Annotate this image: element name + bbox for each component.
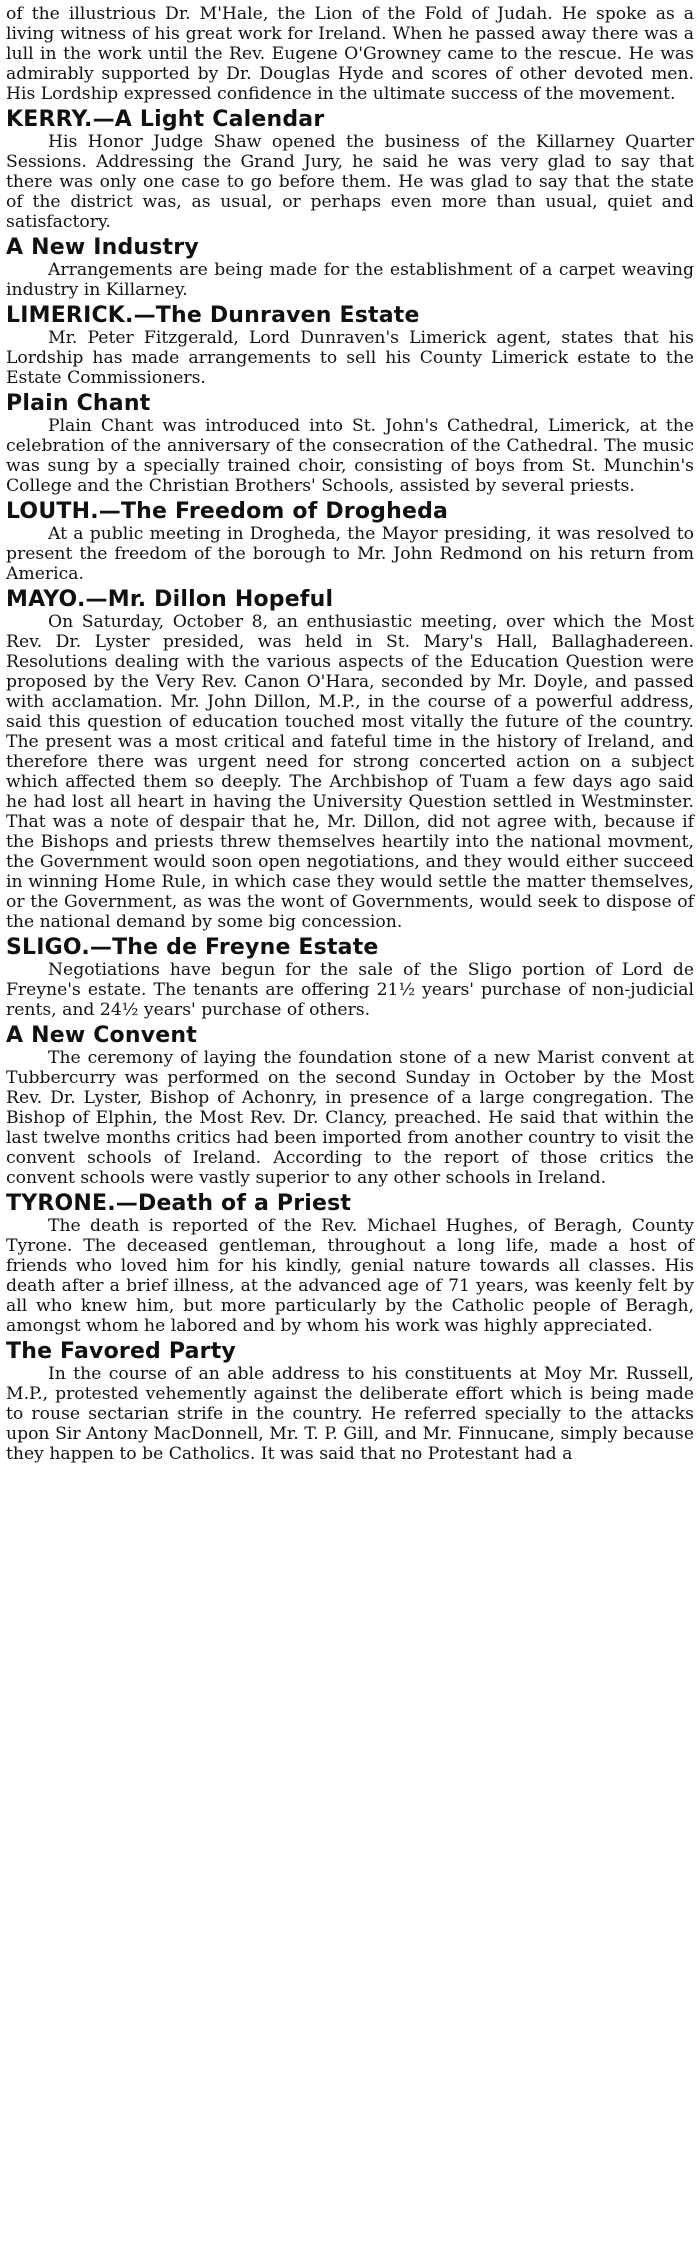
section-heading: A New Convent	[6, 1023, 197, 1048]
section-new-convent	[6, 1023, 694, 1188]
section-body: The death is reported of the Rev. Michael Hughes, of Beragh, County Tyrone. The deceased gentleman, throughout a long life, made a host of friends who loved him for his kindly, genial nature towards all classes. His death after a brief illness, at the advanced age of 71 years, was keenly felt by all who knew him, but more particularly by the Catholic people of Beragh, amongst whom he labored and by whom his work was highly appreciated.	[6, 1216, 694, 1336]
section-tyrone	[6, 1191, 694, 1336]
section-sligo	[6, 935, 694, 1020]
section-heading: Plain Chant	[6, 391, 151, 416]
section-heading: KERRY.—A Light Calendar	[6, 107, 325, 132]
section-heading: LOUTH.—The Freedom of Drogheda	[6, 499, 449, 524]
section-body: On Saturday, October 8, an enthusiastic meeting, over which the Most Rev. Dr. Lyster presided, was held in St. Mary's Hall, Ballaghadereen. Resolutions dealing with the various aspects of the Education Question were proposed by the Very Rev. Canon O'Hara, seconded by Mr. Doyle, and passed with acclamation. Mr. John Dillon, M.P., in the course of a powerful address, said this question of education touched most vitally the future of the country. The present was a most critical and fateful time in the history of Ireland, and therefore there was urgent need for strong concerted action on a subject which affected them so deeply. The Archbishop of Tuam a few days ago said he had lost all heart in having the University Question settled in Westminster. That was a note of despair that he, Mr. Dillon, did not agree with, because if the Bishops and priests threw themselves heartily into the national movment, the Government would soon open negotiations, and they would either succeed in winning Home Rule, in which case they would settle the matter themselves, or the Government, as was the wont of Governments, would seek to dispose of the national demand by some big concession.	[6, 612, 694, 932]
section-favored-party	[6, 1339, 694, 1464]
section-heading: A New Industry	[6, 235, 199, 260]
section-body: At a public meeting in Drogheda, the Mayor presiding, it was resolved to present the freedom of the borough to Mr. John Redmond on his return from America.	[6, 524, 694, 584]
section-body: His Honor Judge Shaw opened the business of the Killarney Quarter Sessions. Addressing the Grand Jury, he said he was very glad to say that there was only one case to go before them. He was glad to say that the state of the district was, as usual, or perhaps even more than usual, quiet and satisfactory.	[6, 132, 694, 232]
section-heading: MAYO.—Mr. Dillon Hopeful	[6, 587, 334, 612]
section-plain-chant	[6, 391, 694, 496]
intro-paragraph: of the illustrious Dr. M'Hale, the Lion of the Fold of Judah. He spoke as a living witness of his great work for Ireland. When he passed away there was a lull in the work until the Rev. Eugene O'Growney came to the rescue. He was admirably supported by Dr. Douglas Hyde and scores of other devoted men. His Lordship expressed confidence in the ultimate success of the movement.	[6, 4, 694, 104]
section-body: The ceremony of laying the foundation stone of a new Marist convent at Tubbercurry was performed on the second Sunday in October by the Most Rev. Dr. Lyster, Bishop of Achonry, in presence of a large congregation. The Bishop of Elphin, the Most Rev. Dr. Clancy, preached. He said that within the last twelve months critics had been imported from another country to visit the convent schools of Ireland. According to the report of those critics the convent schools were vastly superior to any other schools in Ireland.	[6, 1048, 694, 1188]
section-mayo	[6, 587, 694, 932]
section-body: Plain Chant was introduced into St. John's Cathedral, Limerick, at the celebration of the anniversary of the consecration of the Cathedral. The music was sung by a specially trained choir, consisting of boys from St. Munchin's College and the Christian Brothers' Schools, assisted by several priests.	[6, 416, 694, 496]
section-heading: SLIGO.—The de Freyne Estate	[6, 935, 379, 960]
section-heading: The Favored Party	[6, 1339, 236, 1364]
section-louth	[6, 499, 694, 584]
section-new-industry	[6, 235, 694, 300]
section-body: Arrangements are being made for the establishment of a carpet weaving industry in Killarney.	[6, 260, 694, 300]
section-body: In the course of an able address to his constituents at Moy Mr. Russell, M.P., protested vehemently against the deliberate effort which is being made to rouse sectarian strife in the country. He referred specially to the attacks upon Sir Antony MacDonnell, Mr. T. P. Gill, and Mr. Finnucane, simply because they happen to be Catholics. It was said that no Protestant had a	[6, 1364, 694, 1464]
section-heading: LIMERICK.—The Dunraven Estate	[6, 303, 420, 328]
section-heading: TYRONE.—Death of a Priest	[6, 1191, 352, 1216]
section-body: Negotiations have begun for the sale of the Sligo portion of Lord de Freyne's estate. The tenants are offering 21½ years' purchase of non-judicial rents, and 24½ years' purchase of others.	[6, 960, 694, 1020]
section-kerry	[6, 107, 694, 232]
section-limerick	[6, 303, 694, 388]
section-body: Mr. Peter Fitzgerald, Lord Dunraven's Limerick agent, states that his Lordship has made arrangements to sell his County Limerick estate to the Estate Commissioners.	[6, 328, 694, 388]
